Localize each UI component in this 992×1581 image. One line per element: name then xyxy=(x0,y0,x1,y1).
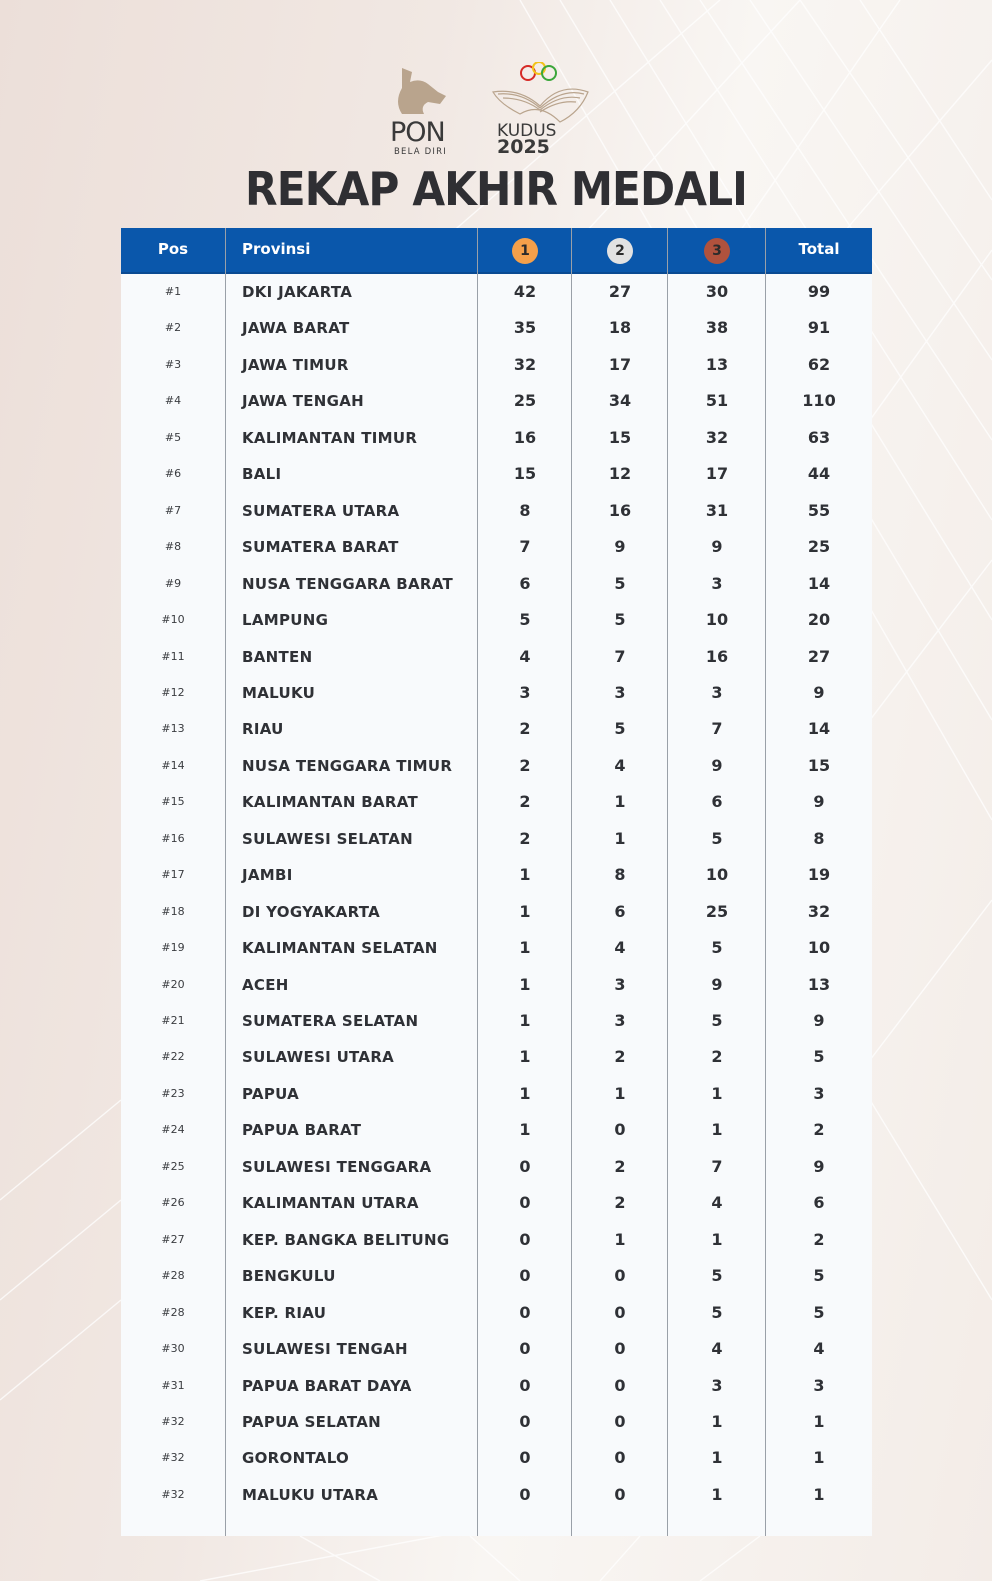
total-count-cell: 1 xyxy=(813,1448,825,1468)
province-cell: GORONTALO xyxy=(242,1449,350,1468)
total-count-cell: 5 xyxy=(813,1302,825,1322)
total-count-cell: 14 xyxy=(807,719,831,739)
bronze-count-cell: 25 xyxy=(705,901,729,921)
province-cell: DKI JAKARTA xyxy=(242,283,353,301)
gold-count-cell: 4 xyxy=(519,646,531,666)
bronze-count-cell: 5 xyxy=(711,938,723,958)
silver-count-cell: 17 xyxy=(608,354,632,374)
table-row xyxy=(121,1331,872,1367)
kudus-2025-logo xyxy=(493,62,588,158)
table-row xyxy=(121,1185,872,1221)
province-cell: SULAWESI UTARA xyxy=(242,1048,395,1067)
position-cell: #12 xyxy=(161,685,185,699)
province-cell: SUMATERA UTARA xyxy=(242,501,400,520)
province-cell: MALUKU xyxy=(242,683,316,702)
bronze-count-cell: 5 xyxy=(711,1266,723,1286)
gold-count-cell: 35 xyxy=(513,318,537,338)
bronze-count-cell: 5 xyxy=(711,1011,723,1030)
total-count-cell: 9 xyxy=(813,1011,825,1030)
total-count-cell: 110 xyxy=(802,391,836,411)
silver-count-cell: 6 xyxy=(614,901,626,921)
bronze-count-cell: 16 xyxy=(705,646,729,666)
total-count-cell: 63 xyxy=(807,427,831,447)
gold-count-cell: 0 xyxy=(519,1266,531,1286)
gold-count-cell: 25 xyxy=(513,391,537,411)
position-cell: #32 xyxy=(161,1487,185,1501)
column-header-province: Provinsi xyxy=(242,240,311,258)
bronze-count-cell: 7 xyxy=(711,1156,723,1176)
province-cell: KALIMANTAN TIMUR xyxy=(242,428,418,447)
position-cell: #5 xyxy=(164,430,182,444)
bronze-count-cell: 17 xyxy=(705,464,729,484)
gold-count-cell: 15 xyxy=(513,464,537,484)
position-cell: #16 xyxy=(161,831,185,845)
pon-figure-icon xyxy=(398,68,446,114)
bronze-count-cell: 32 xyxy=(705,427,729,447)
silver-count-cell: 1 xyxy=(614,1229,626,1249)
table-row xyxy=(121,1404,872,1440)
silver-count-cell: 4 xyxy=(614,755,626,775)
table-row xyxy=(121,1440,872,1476)
position-cell: #17 xyxy=(161,868,185,882)
silver-count-cell: 8 xyxy=(614,865,626,885)
total-count-cell: 55 xyxy=(807,500,831,520)
province-cell: JAMBI xyxy=(242,866,293,885)
province-cell: PAPUA BARAT xyxy=(242,1121,362,1140)
bronze-count-cell: 5 xyxy=(711,828,723,848)
silver-count-cell: 5 xyxy=(614,719,626,739)
table-row xyxy=(121,602,872,638)
total-count-cell: 19 xyxy=(807,865,831,885)
gold-count-cell: 8 xyxy=(519,500,531,520)
gold-count-cell: 0 xyxy=(519,1229,531,1249)
table-row xyxy=(121,1112,872,1148)
province-cell: ACEH xyxy=(242,975,289,994)
table-row xyxy=(121,930,872,966)
total-count-cell: 3 xyxy=(813,1083,825,1103)
bela-diri-label: BELA DIRI xyxy=(394,147,447,157)
table-row xyxy=(121,1039,872,1075)
silver-count-cell: 4 xyxy=(614,938,626,958)
silver-count-cell: 15 xyxy=(608,427,632,447)
total-count-cell: 10 xyxy=(807,938,831,958)
header-logos xyxy=(390,62,610,158)
silver-count-cell: 12 xyxy=(608,464,632,484)
position-cell: #20 xyxy=(161,977,185,991)
province-cell: SULAWESI SELATAN xyxy=(242,829,413,848)
gold-count-cell: 1 xyxy=(519,1083,531,1103)
gold-count-cell: 1 xyxy=(519,865,531,885)
silver-count-cell: 0 xyxy=(614,1302,626,1322)
total-count-cell: 2 xyxy=(813,1120,825,1140)
province-cell: PAPUA xyxy=(242,1084,300,1103)
table-row xyxy=(121,784,872,820)
position-cell: #1 xyxy=(164,285,182,298)
pon-bela-diri-logo xyxy=(390,68,447,157)
province-cell: NUSA TENGGARA TIMUR xyxy=(242,756,453,775)
table-row xyxy=(121,1222,872,1258)
silver-count-cell: 1 xyxy=(614,1083,626,1103)
silver-count-cell: 0 xyxy=(614,1375,626,1395)
silver-medal-icon: 2 xyxy=(607,238,633,264)
position-cell: #25 xyxy=(161,1159,185,1173)
total-count-cell: 3 xyxy=(813,1375,825,1395)
silver-count-cell: 16 xyxy=(608,500,632,520)
table-row xyxy=(121,639,872,675)
position-cell: #7 xyxy=(164,503,182,517)
bronze-count-cell: 38 xyxy=(705,318,729,338)
table-row xyxy=(121,274,872,310)
total-count-cell: 2 xyxy=(813,1229,825,1249)
ring-green-icon xyxy=(542,66,556,80)
gold-count-cell: 0 xyxy=(519,1375,531,1395)
gold-count-cell: 0 xyxy=(519,1448,531,1468)
pon-wordmark: PON xyxy=(390,117,445,148)
bronze-count-cell: 3 xyxy=(711,682,723,702)
total-count-cell: 9 xyxy=(813,792,825,812)
gold-count-cell: 0 xyxy=(519,1411,531,1431)
total-count-cell: 91 xyxy=(807,318,831,338)
silver-count-cell: 3 xyxy=(614,974,626,994)
table-row xyxy=(121,566,872,602)
province-cell: NUSA TENGGARA BARAT xyxy=(242,574,453,593)
gold-count-cell: 0 xyxy=(519,1302,531,1322)
silver-count-cell: 5 xyxy=(614,610,626,630)
gold-medal-icon: 1 xyxy=(512,238,538,264)
silver-count-cell: 0 xyxy=(614,1266,626,1286)
position-cell: #8 xyxy=(164,540,182,554)
gold-count-cell: 1 xyxy=(519,1047,531,1067)
silver-count-cell: 0 xyxy=(614,1448,626,1468)
bronze-count-cell: 5 xyxy=(711,1302,723,1322)
gold-count-cell: 0 xyxy=(519,1339,531,1359)
position-cell: #28 xyxy=(161,1305,185,1319)
position-cell: #14 xyxy=(161,758,185,772)
province-cell: KEP. BANGKA BELITUNG xyxy=(242,1230,450,1249)
silver-count-cell: 2 xyxy=(614,1047,626,1067)
table-row xyxy=(121,383,872,419)
table-row xyxy=(121,1477,872,1513)
gold-count-cell: 2 xyxy=(519,828,531,848)
total-count-cell: 5 xyxy=(813,1047,825,1067)
province-cell: KALIMANTAN BARAT xyxy=(242,793,418,812)
silver-count-cell: 0 xyxy=(614,1484,626,1504)
silver-count-cell: 5 xyxy=(614,573,626,593)
table-row xyxy=(121,967,872,1003)
gold-count-cell: 2 xyxy=(519,719,531,739)
position-cell: #32 xyxy=(161,1414,185,1428)
gold-count-cell: 5 xyxy=(519,610,531,630)
total-count-cell: 25 xyxy=(807,537,831,557)
bronze-count-cell: 10 xyxy=(705,865,729,885)
province-cell: LAMPUNG xyxy=(242,611,329,630)
table-row xyxy=(121,1258,872,1294)
gold-count-cell: 32 xyxy=(513,354,537,374)
table-row xyxy=(121,821,872,857)
bronze-count-cell: 9 xyxy=(711,974,723,994)
silver-count-cell: 34 xyxy=(608,391,632,411)
province-cell: MALUKU UTARA xyxy=(242,1485,379,1504)
bronze-count-cell: 51 xyxy=(705,391,729,411)
table-row xyxy=(121,711,872,747)
gold-count-cell: 1 xyxy=(519,974,531,994)
column-header-total: Total xyxy=(798,240,840,258)
province-cell: KALIMANTAN UTARA xyxy=(242,1194,419,1213)
table-row xyxy=(121,857,872,893)
total-count-cell: 9 xyxy=(813,1156,825,1176)
bronze-count-cell: 2 xyxy=(711,1047,723,1067)
silver-count-cell: 3 xyxy=(614,682,626,702)
gold-count-cell: 0 xyxy=(519,1193,531,1213)
province-cell: BALI xyxy=(242,465,282,484)
column-header-pos: Pos xyxy=(157,240,189,258)
total-count-cell: 6 xyxy=(813,1193,825,1213)
gold-count-cell: 2 xyxy=(519,792,531,812)
page-title: REKAP AKHIR MEDALI xyxy=(245,162,747,216)
position-cell: #10 xyxy=(161,613,185,627)
silver-count-cell: 1 xyxy=(614,828,626,848)
total-count-cell: 9 xyxy=(813,682,825,702)
bronze-count-cell: 1 xyxy=(711,1484,723,1504)
position-cell: #19 xyxy=(161,941,185,955)
gold-count-cell: 1 xyxy=(519,1120,531,1140)
silver-count-cell: 7 xyxy=(614,646,626,666)
table-row xyxy=(121,1368,872,1404)
table-row xyxy=(121,1076,872,1112)
gold-count-cell: 6 xyxy=(519,573,531,593)
total-count-cell: 8 xyxy=(813,828,825,848)
gold-count-cell: 3 xyxy=(519,682,531,702)
bronze-count-cell: 4 xyxy=(711,1193,723,1213)
stadium-arc-icon xyxy=(493,89,588,122)
position-cell: #9 xyxy=(164,576,182,590)
gold-count-cell: 2 xyxy=(519,755,531,775)
position-cell: #11 xyxy=(161,649,185,663)
gold-count-cell: 16 xyxy=(513,427,537,447)
bronze-medal-icon: 3 xyxy=(704,238,730,264)
gold-count-cell: 1 xyxy=(519,901,531,921)
position-cell: #30 xyxy=(161,1342,185,1356)
bronze-count-cell: 31 xyxy=(705,500,729,520)
bronze-count-cell: 6 xyxy=(711,792,723,812)
table-row xyxy=(121,420,872,456)
position-cell: #31 xyxy=(161,1378,185,1392)
table-row xyxy=(121,347,872,383)
table-row xyxy=(121,1149,872,1185)
total-count-cell: 13 xyxy=(807,974,831,994)
bronze-count-cell: 1 xyxy=(711,1411,723,1431)
total-count-cell: 5 xyxy=(813,1266,825,1286)
province-cell: PAPUA BARAT DAYA xyxy=(242,1376,412,1395)
table-row xyxy=(121,529,872,565)
province-cell: JAWA TIMUR xyxy=(242,355,349,374)
province-cell: BANTEN xyxy=(242,647,313,666)
position-cell: #24 xyxy=(161,1123,185,1137)
gold-count-cell: 7 xyxy=(519,537,531,557)
total-count-cell: 32 xyxy=(807,901,831,921)
table-row xyxy=(121,310,872,346)
province-cell: RIAU xyxy=(242,720,284,739)
silver-count-cell: 2 xyxy=(614,1193,626,1213)
bronze-count-cell: 4 xyxy=(711,1339,723,1359)
position-cell: #15 xyxy=(161,795,185,809)
province-cell: SULAWESI TENGAH xyxy=(242,1340,408,1359)
table-row xyxy=(121,748,872,784)
total-count-cell: 27 xyxy=(807,646,831,666)
bronze-count-cell: 1 xyxy=(711,1448,723,1468)
table-row xyxy=(121,894,872,930)
bronze-count-cell: 3 xyxy=(711,573,723,593)
bronze-count-cell: 7 xyxy=(711,719,723,739)
position-cell: #3 xyxy=(164,357,182,371)
position-cell: #6 xyxy=(164,467,182,481)
province-cell: BENGKULU xyxy=(242,1267,336,1286)
position-cell: #22 xyxy=(161,1050,185,1064)
province-cell: KEP. RIAU xyxy=(242,1303,327,1322)
total-count-cell: 99 xyxy=(807,282,831,301)
province-cell: PAPUA SELATAN xyxy=(242,1412,381,1431)
position-cell: #18 xyxy=(161,904,185,918)
position-cell: #2 xyxy=(164,321,182,335)
total-count-cell: 1 xyxy=(813,1484,825,1504)
position-cell: #28 xyxy=(161,1269,185,1283)
table-row xyxy=(121,675,872,711)
table-row xyxy=(121,1003,872,1039)
position-cell: #4 xyxy=(164,394,182,408)
bronze-count-cell: 10 xyxy=(705,610,729,630)
position-cell: #27 xyxy=(161,1232,185,1246)
province-cell: SULAWESI TENGGARA xyxy=(242,1157,432,1176)
medal-table xyxy=(121,228,872,1536)
position-cell: #13 xyxy=(161,722,185,736)
total-count-cell: 4 xyxy=(813,1339,825,1359)
bronze-count-cell: 30 xyxy=(705,282,729,301)
silver-count-cell: 1 xyxy=(614,792,626,812)
gold-count-cell: 0 xyxy=(519,1156,531,1176)
position-cell: #32 xyxy=(161,1451,185,1465)
bronze-count-cell: 1 xyxy=(711,1229,723,1249)
table-row xyxy=(121,456,872,492)
total-count-cell: 1 xyxy=(813,1411,825,1431)
silver-count-cell: 27 xyxy=(608,282,632,301)
province-cell: SUMATERA BARAT xyxy=(242,538,399,557)
silver-count-cell: 0 xyxy=(614,1339,626,1359)
total-count-cell: 15 xyxy=(807,755,831,775)
total-count-cell: 44 xyxy=(807,464,831,484)
bronze-count-cell: 9 xyxy=(711,537,723,557)
silver-count-cell: 2 xyxy=(614,1156,626,1176)
silver-count-cell: 0 xyxy=(614,1120,626,1140)
silver-count-cell: 9 xyxy=(614,537,626,557)
province-cell: SUMATERA SELATAN xyxy=(242,1012,419,1030)
position-cell: #21 xyxy=(161,1014,185,1027)
gold-count-cell: 1 xyxy=(519,938,531,958)
table-header xyxy=(121,228,872,274)
table-row xyxy=(121,1295,872,1331)
position-cell: #26 xyxy=(161,1196,185,1210)
bronze-count-cell: 9 xyxy=(711,755,723,775)
silver-count-cell: 18 xyxy=(608,318,632,338)
kudus-wordmark: KUDUS xyxy=(497,121,557,141)
total-count-cell: 20 xyxy=(807,610,831,630)
gold-count-cell: 1 xyxy=(519,1011,531,1030)
position-cell: #23 xyxy=(161,1086,185,1100)
bronze-count-cell: 1 xyxy=(711,1120,723,1140)
silver-count-cell: 0 xyxy=(614,1411,626,1431)
province-cell: KALIMANTAN SELATAN xyxy=(242,939,438,958)
province-cell: DI YOGYAKARTA xyxy=(242,902,381,921)
gold-count-cell: 0 xyxy=(519,1484,531,1504)
province-cell: JAWA TENGAH xyxy=(242,392,365,411)
bronze-count-cell: 13 xyxy=(705,354,729,374)
total-count-cell: 62 xyxy=(807,354,831,374)
province-cell: JAWA BARAT xyxy=(242,319,350,338)
table-row xyxy=(121,493,872,529)
bronze-count-cell: 1 xyxy=(711,1083,723,1103)
year-wordmark: 2025 xyxy=(497,136,550,158)
gold-count-cell: 42 xyxy=(513,282,537,301)
bronze-count-cell: 3 xyxy=(711,1375,723,1395)
silver-count-cell: 3 xyxy=(614,1011,626,1030)
total-count-cell: 14 xyxy=(807,573,831,593)
